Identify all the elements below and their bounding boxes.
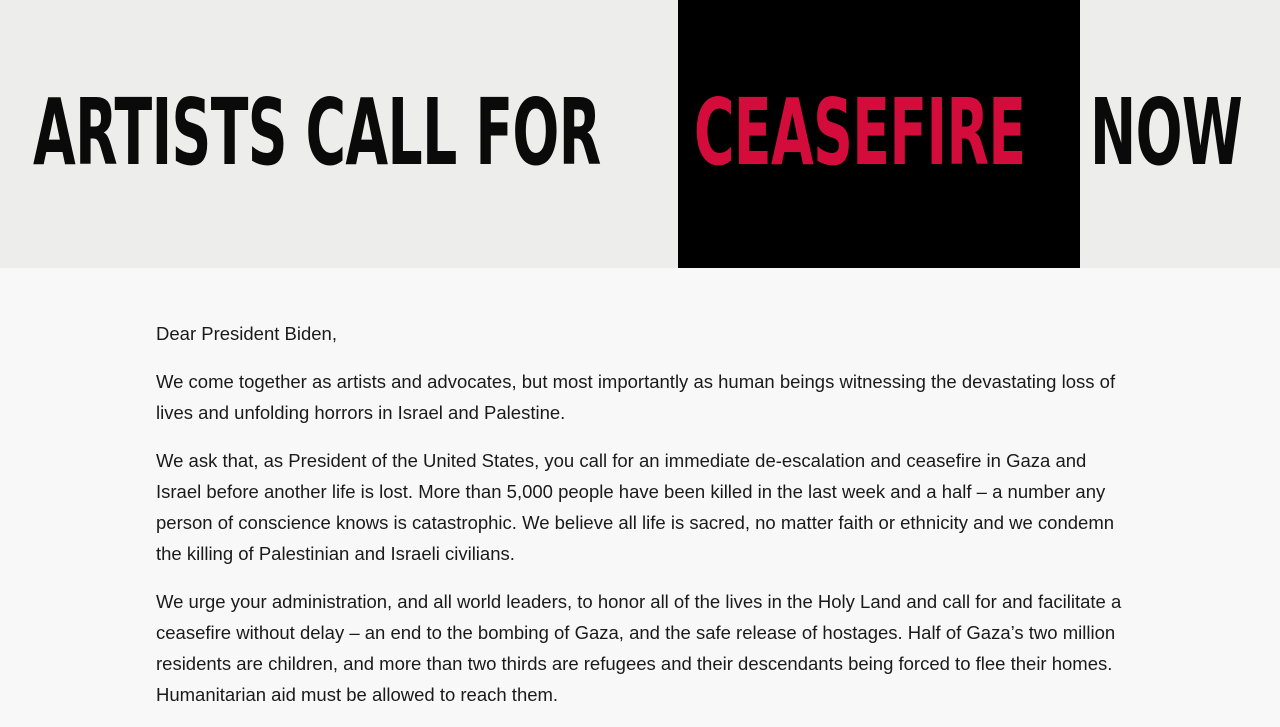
letter-paragraph: We urge your administration, and all world leaders, to honor all of the lives in the Holy Land and call for and facilitate a ceasefire without delay – an end to the bombing of Gaza, and the safe release of hostages. Half of Gaza’s two million residents are children, and more than two thirds are refugees and their descendants being forced to flee their homes. Humanitarian aid must be allowed to reach them.: [156, 591, 1122, 705]
headline-text-now: NOW: [1090, 79, 1243, 186]
headline-text-artists-call-for: ARTISTS CALL FOR: [33, 79, 601, 186]
letter-salutation: Dear President Biden,: [156, 323, 337, 344]
letter-paragraph: We come together as artists and advocates, but most importantly as human beings witnessing the devastating loss of lives and unfolding horrors in Israel and Palestine.: [156, 371, 1116, 423]
headline-highlight-ceasefire: CEASEFIRE: [694, 79, 1026, 186]
hero-banner: [0, 0, 1280, 268]
page-title: [0, 68, 1280, 198]
letter-paragraph: We ask that, as President of the United States, you call for an immediate de-escalation and ceasefire in Gaza and Israel before another life is lost. More than 5,000 people have been killed in the last week and a half – a number any person of conscience knows is catastrophic. We believe all life is sacred, no matter faith or ethnicity and we condemn the killing of Palestinian and Israeli civilians.: [156, 450, 1115, 564]
open-letter: [156, 318, 1126, 727]
